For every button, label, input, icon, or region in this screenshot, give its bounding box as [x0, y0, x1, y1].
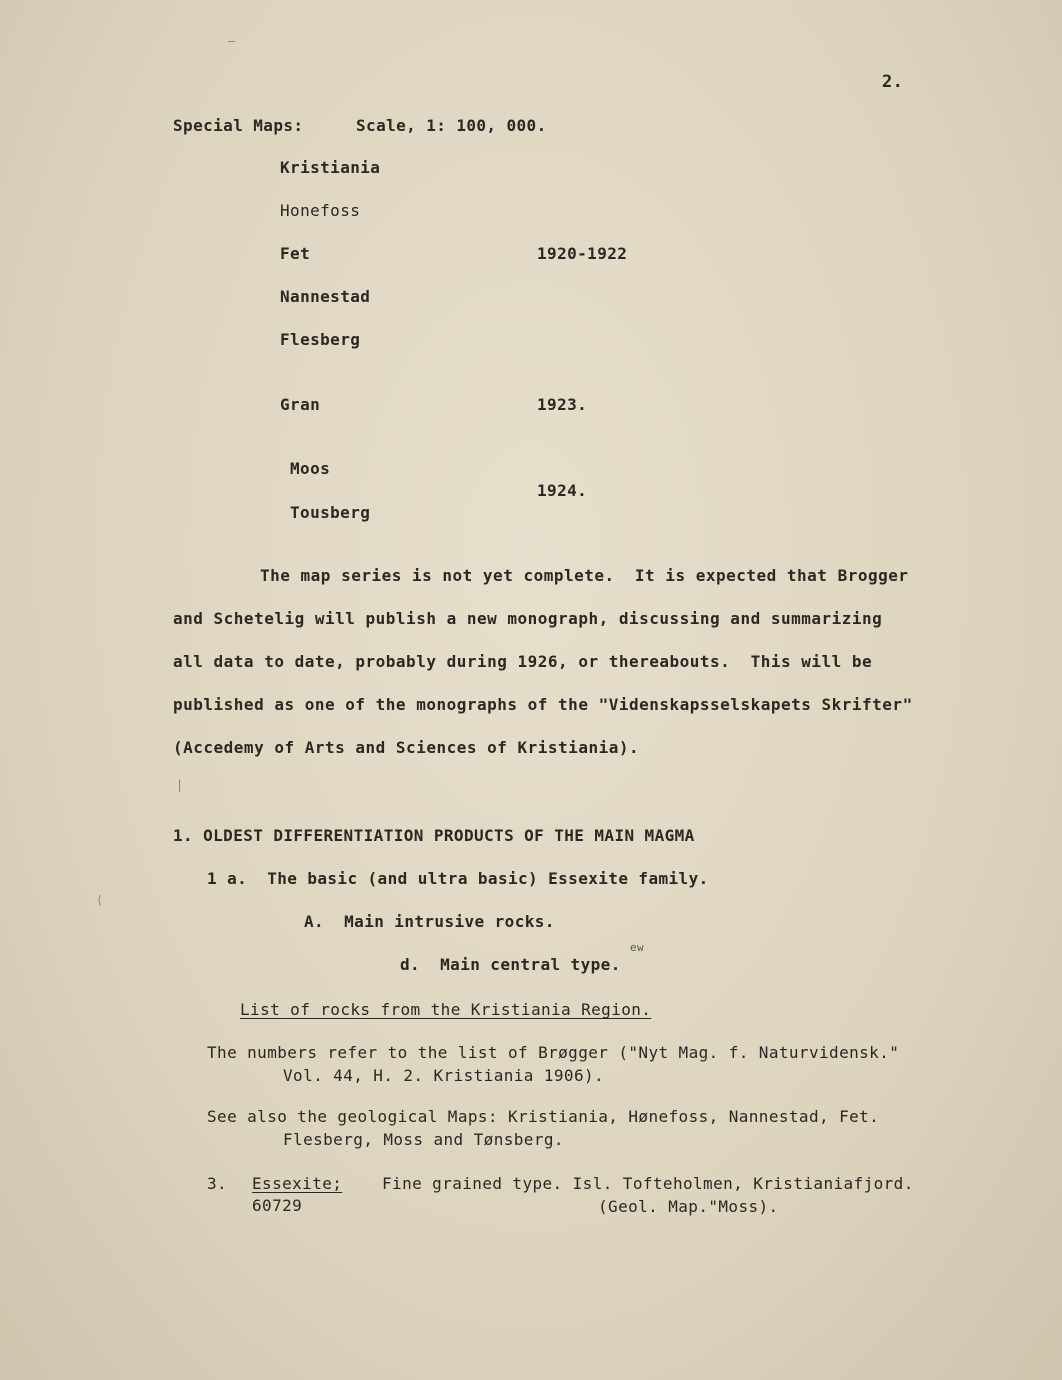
maps-note-line1: See also the geological Maps: Kristiania, Hønefoss, Nannestad, Fet.: [207, 1107, 880, 1126]
stray-mark: —: [228, 34, 236, 48]
paragraph-line: published as one of the monographs of the "Videnskapsselskapets Skrifter": [173, 695, 913, 714]
maps-note-line2: Flesberg, Moss and Tønsberg.: [283, 1130, 564, 1149]
map-name: Flesberg: [280, 330, 361, 349]
map-name: Tousberg: [290, 503, 371, 522]
map-year: 1920-1922: [537, 244, 628, 263]
stray-mark: ⟨: [96, 893, 104, 907]
entry-catalog-number: 60729: [252, 1196, 303, 1215]
map-scale: Scale, 1: 100, 000.: [356, 116, 547, 135]
subsection-d: d. Main central type.: [400, 955, 621, 974]
map-name: Moos: [290, 459, 331, 478]
page-number: 2.: [882, 72, 904, 92]
paragraph-line: and Schetelig will publish a new monograph, discussing and summarizing: [173, 609, 883, 628]
subsection-a: A. Main intrusive rocks.: [304, 912, 555, 931]
entry-number: 3.: [207, 1174, 228, 1193]
section-heading: 1. OLDEST DIFFERENTIATION PRODUCTS OF THE MAIN MAGMA: [173, 826, 695, 845]
map-name: Honefoss: [280, 201, 361, 220]
entry-description: Fine grained type. Isl. Tofteholmen, Kristianiafjord.: [382, 1174, 914, 1193]
stray-mark: |: [176, 778, 184, 792]
map-name: Nannestad: [280, 287, 371, 306]
margin-note: ew: [630, 941, 645, 954]
map-name: Gran: [280, 395, 321, 414]
map-year: 1923.: [537, 395, 588, 414]
map-name: Fet: [280, 244, 311, 263]
paragraph-line: all data to date, probably during 1926, or thereabouts. This will be: [173, 652, 873, 671]
map-year: 1924.: [537, 481, 588, 500]
rock-list-title: List of rocks from the Kristiania Region.: [240, 1000, 652, 1019]
entry-map-reference: (Geol. Map."Moss).: [598, 1197, 779, 1216]
map-name: Kristiania: [280, 158, 381, 177]
entry-name: Essexite;: [252, 1174, 343, 1193]
paragraph-line: The map series is not yet complete. It is expected that Brogger: [260, 566, 909, 585]
section-subheading: 1 a. The basic (and ultra basic) Essexite family.: [207, 869, 709, 888]
numbers-note-line1: The numbers refer to the list of Brøgger ("Nyt Mag. f. Naturvidensk.": [207, 1043, 900, 1062]
paragraph-line: (Accedemy of Arts and Sciences of Kristiania).: [173, 738, 640, 757]
special-maps-label: Special Maps:: [173, 116, 304, 135]
numbers-note-line2: Vol. 44, H. 2. Kristiania 1906).: [283, 1066, 605, 1085]
